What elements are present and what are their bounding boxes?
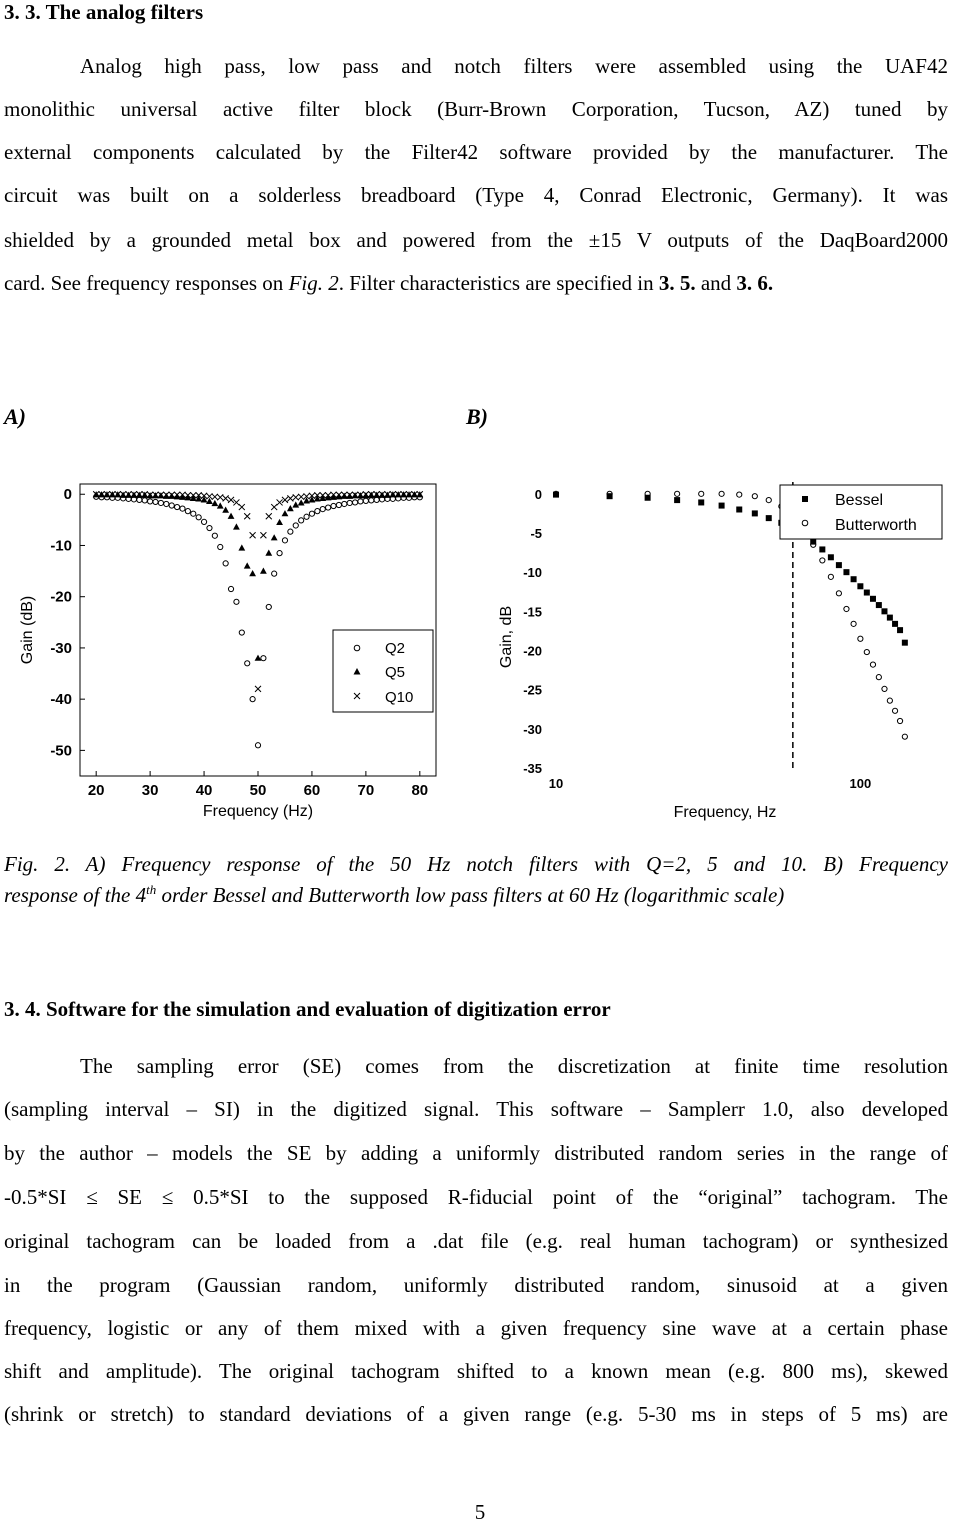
data-point-circle — [196, 515, 201, 520]
data-point-circle — [719, 491, 724, 496]
data-point-triangle — [309, 496, 316, 502]
data-point-circle — [309, 511, 314, 516]
data-point-circle — [272, 571, 277, 576]
section-reference: 3. 6. — [736, 271, 774, 295]
data-point-circle — [342, 501, 347, 506]
data-point-square — [887, 615, 893, 621]
data-point-cross — [233, 499, 239, 505]
data-point-circle — [266, 604, 271, 609]
data-point-circle — [228, 586, 233, 591]
data-point-circle — [223, 561, 228, 566]
data-point-circle — [250, 697, 255, 702]
data-point-square — [719, 503, 725, 509]
data-point-circle — [207, 525, 212, 530]
legend-frame — [333, 630, 433, 712]
y-axis-label: Gain (dB) — [19, 595, 36, 665]
data-point-circle — [191, 511, 196, 516]
data-point-cross — [282, 497, 288, 503]
y-axis-label: Gain, dB — [498, 605, 515, 669]
x-tick-label: 80 — [411, 782, 429, 799]
data-point-square — [828, 554, 834, 560]
paragraph-line: The sampling error (SE) comes from the discretization at finite time resolution — [80, 1054, 948, 1078]
paragraph-line: -0.5*SI ≤ SE ≤ 0.5*SI to the supposed R-fiducial point of the “original” tachogram. The — [4, 1185, 948, 1209]
data-point-circle — [858, 636, 863, 641]
data-point-cross — [223, 495, 229, 501]
data-point-circle — [164, 501, 169, 506]
data-point-circle — [277, 551, 282, 556]
chart-notch-filters — [0, 452, 480, 832]
data-point-circle — [180, 506, 185, 511]
superscript: th — [146, 882, 157, 897]
data-point-triangle — [244, 562, 251, 568]
data-point-cross — [277, 499, 283, 505]
y-tick-label: -10 — [523, 565, 542, 581]
data-point-square — [766, 515, 772, 521]
x-tick-label: 20 — [87, 782, 105, 799]
data-point-cross — [250, 532, 256, 538]
data-point-cross — [217, 494, 223, 500]
y-tick-label: -10 — [50, 537, 72, 555]
data-point-circle — [169, 503, 174, 508]
x-axis-label: Frequency (Hz) — [202, 803, 314, 820]
data-point-circle — [148, 499, 153, 504]
data-point-triangle — [287, 505, 294, 511]
data-point-circle — [185, 509, 190, 514]
y-tick-label: -30 — [523, 721, 542, 737]
y-tick-label: -15 — [523, 604, 542, 620]
data-point-triangle — [168, 493, 175, 499]
data-point-circle — [836, 591, 841, 596]
x-tick-label: 100 — [849, 776, 872, 791]
data-point-circle — [234, 599, 239, 604]
y-tick-label: 0 — [63, 486, 72, 504]
paragraph-line: frequency, logistic or any of them mixed with a given frequency sine wave at a certain phase — [4, 1316, 948, 1340]
section-reference: 3. 5. — [658, 271, 696, 295]
data-point-circle — [752, 494, 757, 499]
data-point-circle — [851, 621, 856, 626]
data-point-cross — [239, 504, 245, 510]
paragraph-line: original tachogram can be loaded from a .dat file (e.g. real human tachogram) or synthesized — [4, 1229, 948, 1253]
data-point-circle — [255, 743, 260, 748]
paragraph-line: Analog high pass, low pass and notch filters were assembled using the UAF42 — [80, 54, 948, 78]
x-axis-label: Frequency, Hz — [673, 804, 777, 821]
data-point-circle — [288, 529, 293, 534]
data-point-circle — [261, 656, 266, 661]
data-point-square — [752, 510, 758, 516]
paragraph-line — [4, 271, 948, 296]
data-point-circle — [174, 504, 179, 509]
data-point-circle — [828, 574, 833, 579]
panel-label-b: B) — [466, 404, 488, 429]
x-tick-label: 10 — [548, 776, 564, 791]
data-point-triangle — [271, 534, 278, 540]
paragraph-line: shielded by a grounded metal box and powered from the ±15 V outputs of the DaqBoard2000 — [4, 228, 948, 252]
paragraph-line: (shrink or stretch) to standard deviations of a given range (e.g. 5-30 ms in steps of 5 ms) are — [4, 1402, 948, 1426]
data-point-circle — [737, 492, 742, 497]
data-point-circle — [331, 503, 336, 508]
data-point-circle — [142, 498, 147, 503]
data-point-circle — [212, 533, 217, 538]
data-point-triangle — [276, 519, 283, 525]
legend-label: Q2 — [385, 640, 406, 657]
data-point-square — [881, 608, 887, 614]
text-run: order Bessel and Butterworth low pass filters at 60 Hz (logarithmic scale) — [156, 883, 785, 907]
data-point-circle — [282, 538, 287, 543]
data-point-triangle — [238, 544, 245, 550]
data-point-square — [857, 583, 863, 589]
data-point-cross — [260, 532, 266, 538]
x-tick-label: 60 — [303, 782, 321, 799]
paragraph-line: in the program (Gaussian random, uniformly distributed random, sinusoid at a given — [4, 1273, 948, 1297]
legend-box — [333, 630, 433, 712]
data-point-circle — [326, 505, 331, 510]
data-point-triangle — [292, 501, 299, 507]
data-point-triangle — [222, 507, 229, 513]
y-tick-label: -50 — [50, 742, 72, 760]
data-point-triangle — [163, 493, 170, 499]
text-run: card. See frequency responses on — [4, 271, 289, 295]
data-point-circle — [347, 500, 352, 505]
x-tick-label: 70 — [357, 782, 375, 799]
data-point-circle — [245, 661, 250, 666]
data-point-circle — [699, 491, 704, 496]
data-point-circle — [374, 497, 379, 502]
data-point-circle — [369, 498, 374, 503]
data-point-square — [851, 576, 857, 582]
data-point-square — [843, 569, 849, 575]
legend-marker-square — [802, 496, 808, 502]
data-point-square — [736, 507, 742, 513]
data-point-circle — [844, 606, 849, 611]
data-point-cross — [244, 513, 250, 519]
data-point-circle — [153, 499, 158, 504]
data-point-square — [902, 640, 908, 646]
data-point-square — [892, 621, 898, 627]
data-point-triangle — [233, 523, 240, 529]
data-point-cross — [266, 513, 272, 519]
data-point-circle — [358, 499, 363, 504]
data-point-cross — [255, 686, 261, 692]
paragraph-line: monolithic universal active filter block (Burr-Brown Corporation, Tucson, AZ) tuned by — [4, 97, 948, 121]
data-point-triangle — [211, 500, 218, 506]
legend-box — [780, 485, 942, 539]
data-point-square — [819, 546, 825, 552]
data-point-circle — [336, 502, 341, 507]
data-point-circle — [363, 498, 368, 503]
paragraph-line: shift and amplitude). The original tachogram shifted to a known mean (e.g. 800 ms), skewed — [4, 1359, 948, 1383]
paragraph-line: (sampling interval – SI) in the digitized signal. This software – Samplerr 1.0, also developed — [4, 1097, 948, 1121]
data-point-triangle — [341, 493, 348, 499]
data-point-square — [876, 602, 882, 608]
legend-label: Butterworth — [835, 517, 917, 534]
paragraph-line: external components calculated by the Filter42 software provided by the manufacturer. The — [4, 140, 948, 164]
paragraph-line: circuit was built on a solderless breadboard (Type 4, Conrad Electronic, Germany). It was — [4, 183, 948, 207]
caption-line: Fig. 2. A) Frequency response of the 50 Hz notch filters with Q=2, 5 and 10. B) Frequency — [4, 852, 948, 876]
data-point-square — [836, 562, 842, 568]
section-heading-analog-filters: 3. 3. The analog filters — [4, 0, 204, 24]
data-point-circle — [902, 734, 907, 739]
x-tick-label: 50 — [249, 782, 267, 799]
legend-label: Q10 — [385, 689, 414, 706]
data-point-square — [698, 499, 704, 505]
x-tick-label: 40 — [195, 782, 213, 799]
data-point-cross — [228, 497, 234, 503]
data-point-circle — [870, 662, 875, 667]
paragraph-line: by the author – models the SE by adding a uniformly distributed random series in the range of — [4, 1141, 948, 1165]
data-point-circle — [320, 507, 325, 512]
data-point-circle — [293, 523, 298, 528]
data-point-circle — [820, 558, 825, 563]
data-point-circle — [675, 491, 680, 496]
text-run: and — [695, 271, 737, 295]
text-run: response of the 4 — [4, 883, 147, 907]
data-point-triangle — [249, 570, 256, 576]
data-point-circle — [882, 686, 887, 691]
data-point-circle — [892, 708, 897, 713]
caption-line — [4, 882, 948, 908]
data-point-square — [870, 596, 876, 602]
section-heading-software: 3. 4. Software for the simulation and evaluation of digitization error — [4, 997, 611, 1021]
data-point-cross — [271, 504, 277, 510]
data-point-circle — [766, 498, 771, 503]
data-point-circle — [201, 519, 206, 524]
y-tick-label: -5 — [530, 526, 542, 541]
data-point-circle — [158, 500, 163, 505]
legend-label: Bessel — [835, 492, 884, 509]
data-point-square — [674, 497, 680, 503]
y-tick-label: -35 — [523, 761, 542, 776]
data-point-circle — [876, 675, 881, 680]
panel-label-a: A) — [4, 404, 26, 429]
y-tick-label: -20 — [523, 643, 542, 659]
data-point-circle — [218, 544, 223, 549]
x-tick-label: 30 — [141, 782, 159, 799]
chart-lowpass-filters — [490, 452, 960, 832]
legend-label: Q5 — [385, 664, 406, 681]
data-point-square — [864, 590, 870, 596]
data-point-circle — [887, 698, 892, 703]
data-point-circle — [864, 649, 869, 654]
data-point-triangle — [228, 513, 235, 519]
data-point-cross — [287, 495, 293, 501]
data-point-square — [897, 627, 903, 633]
y-tick-label: -30 — [50, 639, 72, 657]
data-point-circle — [299, 518, 304, 523]
data-point-circle — [897, 718, 902, 723]
y-tick-label: -25 — [523, 682, 542, 698]
text-run: . Filter characteristics are specified in — [338, 271, 659, 295]
data-point-circle — [304, 514, 309, 519]
y-tick-label: -40 — [50, 691, 72, 709]
data-point-circle — [352, 500, 357, 505]
data-point-circle — [315, 509, 320, 514]
y-tick-label: -20 — [50, 588, 72, 606]
data-point-circle — [137, 497, 142, 502]
data-point-triangle — [260, 567, 267, 573]
data-point-triangle — [265, 550, 272, 556]
data-point-circle — [239, 630, 244, 635]
data-point-triangle — [201, 496, 208, 502]
figure-reference: Fig. 2 — [288, 271, 339, 295]
page-number: 5 — [474, 1500, 486, 1524]
y-tick-label: 0 — [534, 486, 542, 502]
